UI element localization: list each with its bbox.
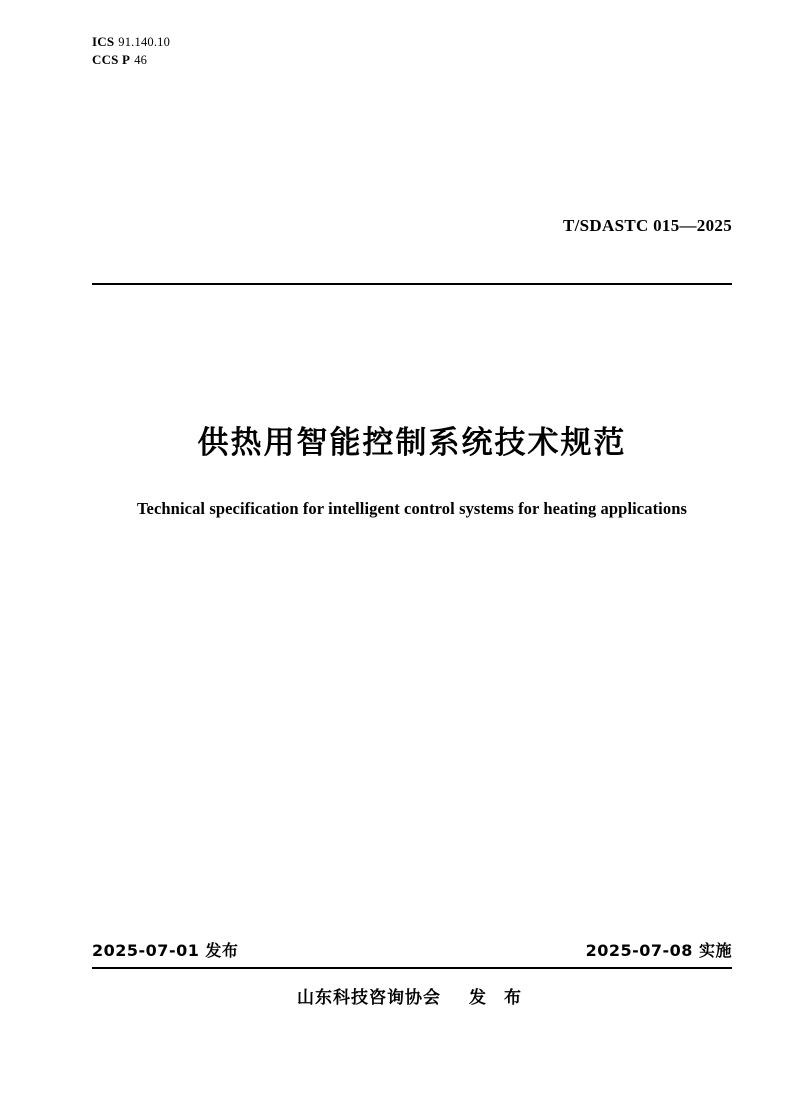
- implementation-date: 2025-07-08 实施: [585, 941, 732, 960]
- classification-block: [92, 33, 170, 69]
- ics-line: [92, 33, 170, 51]
- title-chinese: 供热用智能控制系统技术规范: [197, 425, 627, 461]
- ccs-line: [92, 51, 170, 69]
- standard-number: T/SDASTC 015—2025: [563, 216, 732, 235]
- issuer-name: 山东科技咨询协会: [297, 988, 442, 1008]
- page-content: [92, 0, 732, 1116]
- ics-value: 91.140.10: [118, 35, 171, 49]
- issuer-action: 发 布: [469, 988, 527, 1008]
- ccs-value: 46: [134, 52, 148, 67]
- title-english: Technical specification for intelligent control systems for heating applications: [136, 499, 688, 518]
- footer-date-row: [92, 938, 732, 962]
- top-divider: [92, 283, 732, 285]
- ics-label: ICS: [92, 34, 115, 49]
- bottom-divider: [92, 967, 732, 969]
- issue-date: 2025-07-01 发布: [92, 941, 239, 960]
- issuer-line: [92, 983, 732, 1008]
- ccs-label: CCS P: [92, 51, 131, 67]
